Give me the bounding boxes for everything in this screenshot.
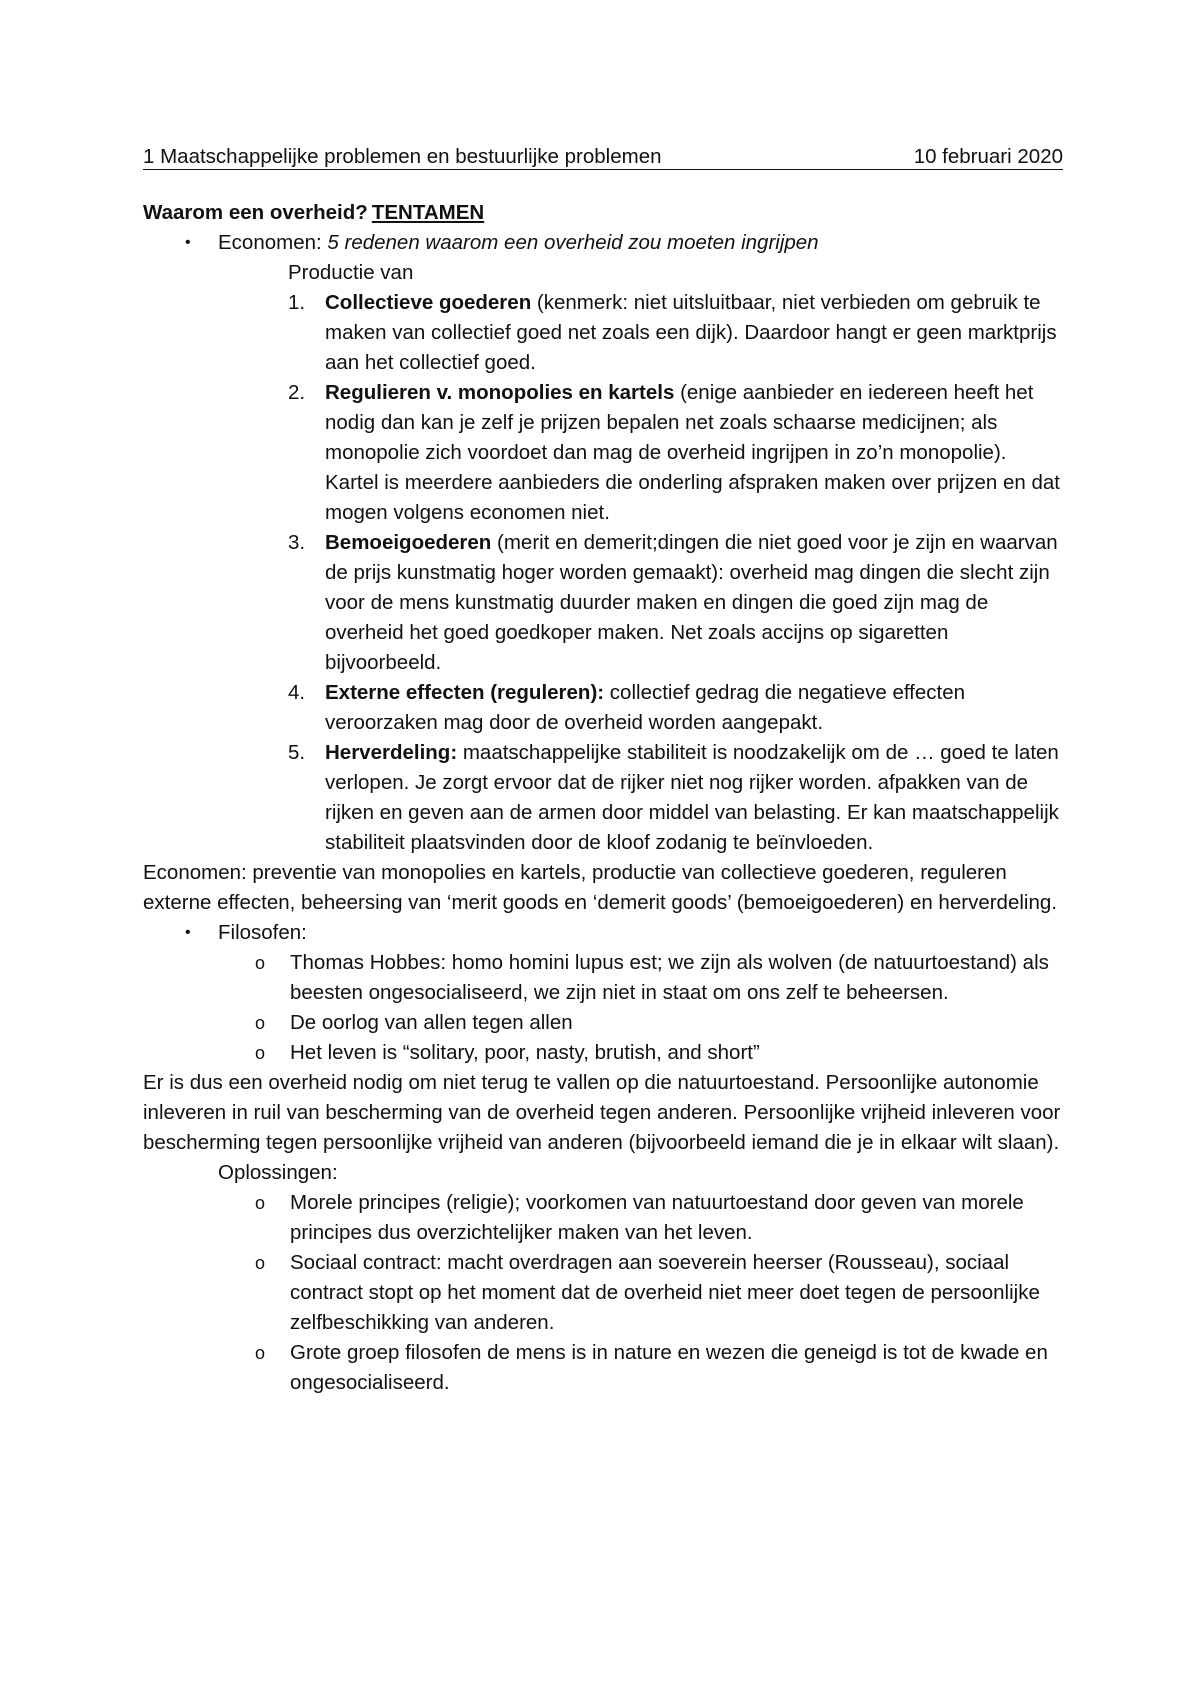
reason-text: collectief gedrag die negatieve effecten veroorzaken mag door de overheid worden aangepakt. [325,681,966,734]
circle-bullet-icon: o [255,1043,266,1063]
bullet-icon: • [185,924,191,941]
economen-italic: 5 redenen waarom een overheid zou moeten ingrijpen [327,231,819,254]
oplossing-item [143,1248,1063,1338]
reason-text: (merit en demerit;dingen die niet goed voor je zijn en waarvan de prijs kunstmatig hoger worden gemaakt): overheid mag dingen die slecht zijn voor de mens kunstmatig duurder maken en dingen die goed zijn mag de overheid het goed goedkoper maken. Net zoals accijns op sigaretten bijvoorbeeld. [325,531,1058,674]
filosofen-item [143,1038,1063,1068]
circle-bullet-icon: o [255,1343,266,1363]
oplossing-item-text: Grote groep filosofen de mens is in nature en wezen die geneigd is tot de kwade en ongesocialiseerd. [290,1341,1048,1394]
filosofen-bullet [143,918,1063,948]
document-body [143,145,1063,1398]
filosofen-item [143,948,1063,1008]
reason-number: 3. [288,531,306,554]
reason-term: Collectieve goederen [325,291,532,314]
circle-bullet-icon: o [255,1013,266,1033]
oplossing-item-text: Morele principes (religie); voorkomen van natuurtoestand door geven van morele principes dus overzichtelijker maken van het leven. [290,1191,1024,1244]
header-title: 1 Maatschappelijke problemen en bestuurlijke problemen [143,145,662,168]
productie-van: Productie van [288,261,414,284]
reason-term: Herverdeling: [325,741,458,764]
reason-term: Bemoeigoederen [325,531,492,554]
section-title-main: Waarom een overheid? [143,201,368,224]
reason-term: Externe effecten (reguleren): [325,681,605,704]
filosofen-item-text: Thomas Hobbes: homo homini lupus est; we zijn als wolven (de natuurtoestand) als beesten ongesocialiseerd, we zijn niet in staat om ons zelf te beheersen. [290,951,1049,1004]
oplossing-item [143,1188,1063,1248]
reason-number: 5. [288,741,306,764]
oplossing-item [143,1338,1063,1398]
reason-item [143,288,1063,378]
filosofen-item [143,1008,1063,1038]
reason-text: maatschappelijke stabiliteit is noodzakelijk om de … goed te laten verlopen. Je zorgt ervoor dat de rijker niet nog rijker worden. afpakken van de rijken en geven aan de armen door middel van belasting. Er kan maatschappelijk stabiliteit plaatsvinden door de kloof zodanig te beïnvloeden. [325,741,1059,854]
reason-number: 4. [288,681,306,704]
economen-label: Economen: [218,231,322,254]
circle-bullet-icon: o [255,1193,266,1213]
filosofen-item-text: De oorlog van allen tegen allen [290,1011,573,1034]
reason-text: (kenmerk: niet uitsluitbaar, niet verbieden om gebruik te maken van collectief goed net zoals een dijk). Daardoor hangt er geen marktprijs aan het collectief goed. [325,291,1057,374]
oplossing-item-text: Sociaal contract: macht overdragen aan soeverein heerser (Rousseau), sociaal contract stopt op het moment dat de overheid niet meer doet tegen de persoonlijke zelfbeschikking van anderen. [290,1251,1040,1334]
filosofen-item-text: Het leven is “solitary, poor, nasty, brutish, and short” [290,1041,760,1064]
economen-summary: Economen: preventie van monopolies en kartels, productie van collectieve goederen, reguleren externe effecten, beheersing van ‘merit goods en ‘demerit goods’ (bemoeigoederen) en herverdeling. [143,861,1057,914]
reason-item [143,378,1063,528]
filosofen-label: Filosofen: [218,921,307,944]
reason-number: 1. [288,291,306,314]
tentamen-tag: TENTAMEN [371,201,485,224]
section-title [143,198,1063,228]
bullet-icon: • [185,234,191,251]
oplossingen-label: Oplossingen: [218,1161,338,1184]
reason-item [143,528,1063,678]
header-date: 10 februari 2020 [913,145,1063,168]
economen-bullet [143,228,1063,258]
reason-text: (enige aanbieder en iedereen heeft het nodig dan kan je zelf je prijzen bepalen net zoals schaarse medicijnen; als monopolie zich voordoet dan mag de overheid ingrijpen in zo’n monopolie). Kartel is meerdere aanbieders die onderling afspraken maken over prijzen en dat mogen volgens economen niet. [325,381,1061,524]
reason-item [143,678,1063,738]
reason-number: 2. [288,381,306,404]
reason-term: Regulieren v. monopolies en kartels [325,381,675,404]
page-header [143,145,1063,170]
circle-bullet-icon: o [255,953,266,973]
overheid-paragraph: Er is dus een overheid nodig om niet terug te vallen op die natuurtoestand. Persoonlijke autonomie inleveren in ruil van bescherming van de overheid tegen anderen. Persoonlijke vrijheid inleveren voor bescherming tegen persoonlijke vrijheid van anderen (bijvoorbeeld iemand die je in elkaar wilt slaan). [143,1071,1061,1154]
reason-item [143,738,1063,858]
circle-bullet-icon: o [255,1253,266,1273]
